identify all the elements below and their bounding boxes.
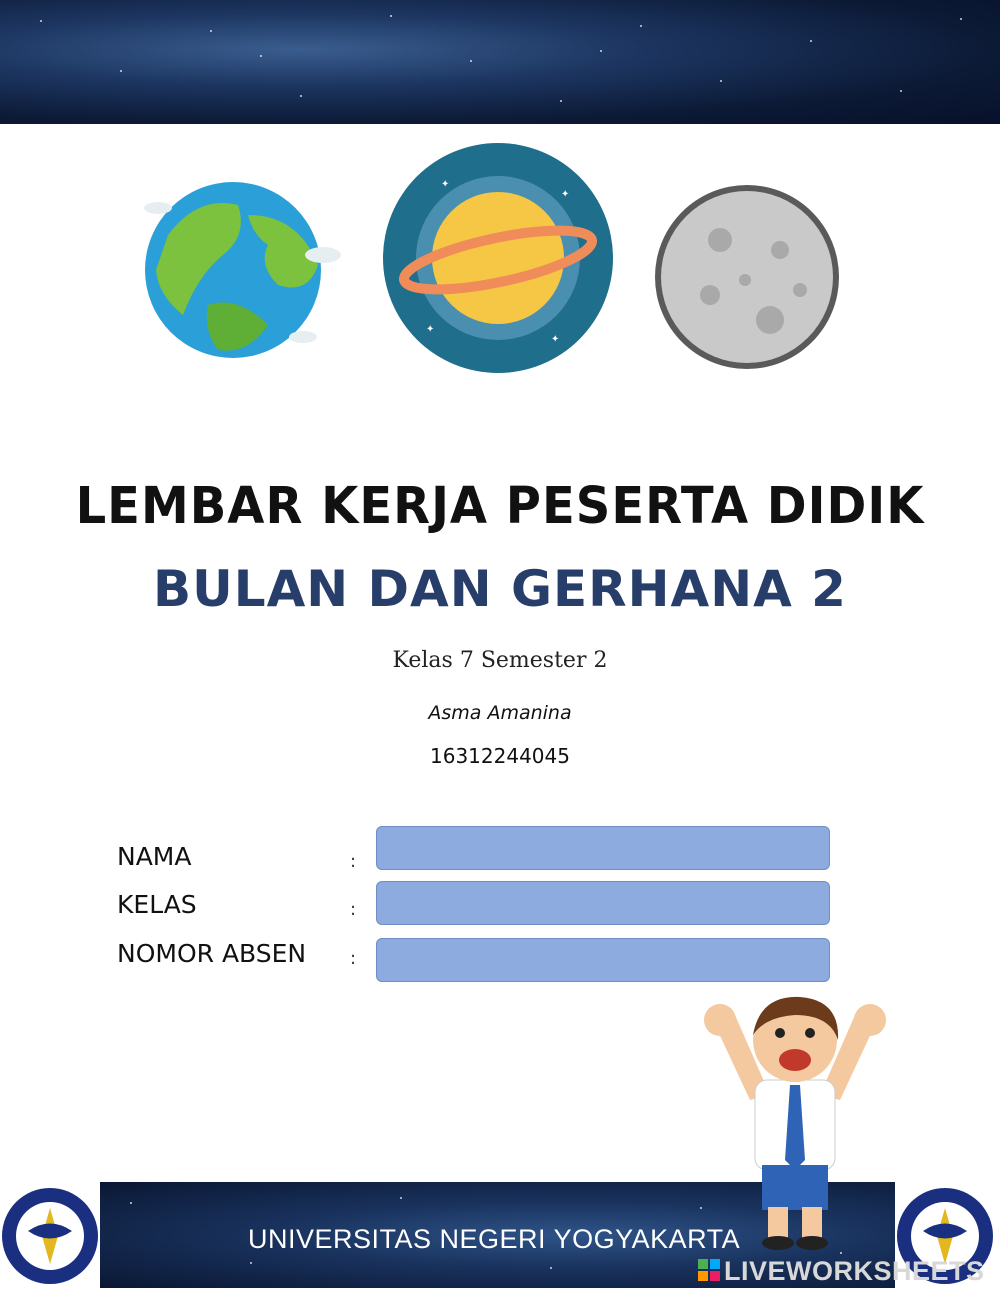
class-info: Kelas 7 Semester 2 [392, 648, 608, 673]
svg-text:✦: ✦ [441, 179, 450, 190]
nomor-absen-input[interactable] [376, 938, 830, 982]
cheering-student-illustration [690, 985, 900, 1255]
svg-text:✦: ✦ [426, 324, 435, 335]
main-title: LEMBAR KERJA PESERTA DIDIK [75, 476, 925, 536]
moon-illustration [650, 180, 845, 375]
kelas-input[interactable] [376, 881, 830, 925]
svg-text:✦: ✦ [561, 189, 570, 200]
svg-text:✦: ✦ [551, 334, 560, 345]
nama-label: NAMA [117, 842, 192, 871]
nomor-absen-colon: : [350, 948, 357, 969]
liveworksheets-logo-icon [698, 1259, 720, 1281]
nama-input[interactable] [376, 826, 830, 870]
kelas-label: KELAS [117, 890, 197, 919]
university-name: UNIVERSITAS NEGERI YOGYAKARTA [248, 1224, 741, 1254]
author-id: 16312244045 [430, 744, 570, 768]
earth-illustration [128, 175, 348, 360]
saturn-planet-illustration [381, 142, 616, 374]
top-space-banner [0, 0, 1000, 124]
kelas-colon: : [350, 899, 357, 920]
author-name: Asma Amanina [428, 702, 572, 724]
liveworksheets-watermark: LIVEWORKSHEETS [724, 1256, 985, 1286]
nomor-absen-label: NOMOR ABSEN [117, 939, 307, 968]
sub-title: BULAN DAN GERHANA 2 [153, 560, 847, 618]
university-logo-left [0, 1186, 100, 1286]
nama-colon: : [350, 851, 357, 872]
